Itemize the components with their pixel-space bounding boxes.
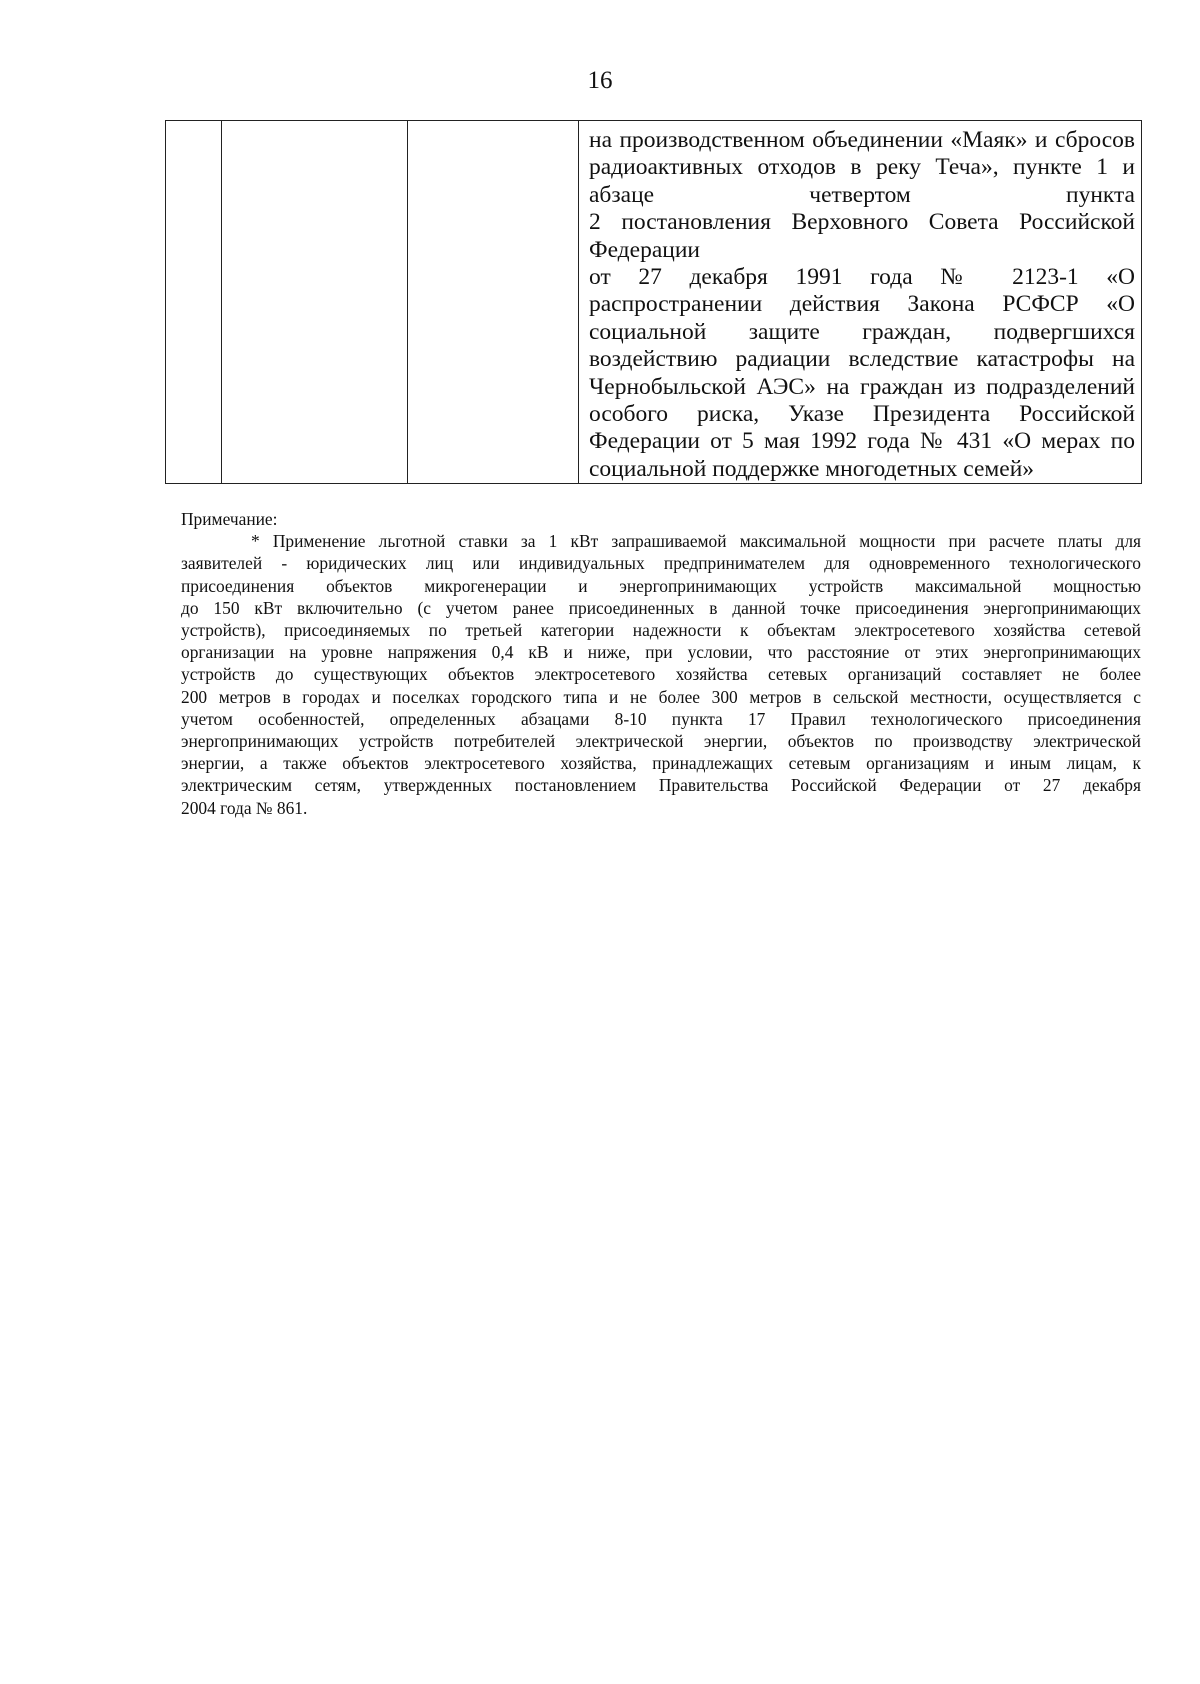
table-text-line: особого риска, Указе Президента Российской xyxy=(589,401,1135,428)
table-text-line: от 27 декабря 1991 года № 2123-1 «О xyxy=(589,264,1135,291)
table-text-line: абзаце четвертом пункта xyxy=(589,181,1135,208)
note-line: организации на уровне напряжения 0,4 кВ и ниже, при условии, что расстояние от этих энергопринимающих xyxy=(181,642,1141,663)
table-text-line: Федерации от 5 мая 1992 года № 431 «О мерах по xyxy=(589,428,1135,455)
page-number: 16 xyxy=(587,67,613,94)
table-text-line: 2 постановления Верховного Совета Российской xyxy=(589,209,1135,236)
table-cell-basis xyxy=(579,121,1142,484)
note-section xyxy=(181,508,1141,819)
table-text-line: на производственном объединении «Маяк» и сбросов xyxy=(589,127,1135,153)
note-title: Примечание: xyxy=(181,509,278,529)
table-text-line: Чернобыльской АЭС» на граждан из подразделений xyxy=(589,373,1135,400)
note-line: * Применение льготной ставки за 1 кВт запрашиваемой максимальной мощности при расчете платы для xyxy=(251,531,1141,552)
document-table xyxy=(165,120,1142,484)
table-text-line: распространении действия Закона РСФСР «О xyxy=(589,291,1135,318)
note-line: электрическим сетям, утвержденных постановлением Правительства Российской Федерации от 27 декабря xyxy=(181,775,1141,796)
note-line: устройств), присоединяемых по третьей категории надежности к объектам электросетевого хозяйства сетевой xyxy=(181,620,1141,641)
table-text-line: социальной поддержке многодетных семей» xyxy=(589,455,1035,482)
note-body xyxy=(181,530,1141,819)
note-line: энергии, а также объектов электросетевого хозяйства, принадлежащих сетевым организациям и иным лицам, к xyxy=(181,753,1141,774)
table-cell-number xyxy=(166,121,222,484)
note-line: устройств до существующих объектов электросетевого хозяйства сетевых организаций составляет не более xyxy=(181,664,1141,685)
note-line: энергопринимающих устройств потребителей электрической энергии, объектов по производству электрической xyxy=(181,731,1141,752)
note-line: присоединения объектов микрогенерации и энергопринимающих устройств максимальной мощностью xyxy=(181,575,1141,596)
table-text-line: воздействию радиации вследствие катастрофы на xyxy=(589,346,1135,373)
note-line: 2004 года № 861. xyxy=(181,797,308,818)
table-cell-value xyxy=(408,121,579,484)
table-text-line: Федерации xyxy=(589,236,700,263)
table-text-line: социальной защите граждан, подвергшихся xyxy=(589,318,1135,345)
table-cell-basis-text xyxy=(579,121,1141,483)
table-cell-name xyxy=(222,121,408,484)
note-line: до 150 кВт включительно (с учетом ранее присоединенных в данной точке присоединения энергопринимающих xyxy=(181,597,1141,618)
note-line: заявителей - юридических лиц или индивидуальных предпринимателем для одновременного технологического xyxy=(181,553,1141,574)
table-row xyxy=(166,121,1142,484)
note-line: 200 метров в городах и поселках городского типа и не более 300 метров в сельской местности, осуществляется с xyxy=(181,686,1141,707)
note-line: учетом особенностей, определенных абзацами 8-10 пункта 17 Правил технологического присоединения xyxy=(181,708,1141,729)
table-text-line: радиоактивных отходов в реку Теча», пункте 1 и xyxy=(589,154,1135,181)
